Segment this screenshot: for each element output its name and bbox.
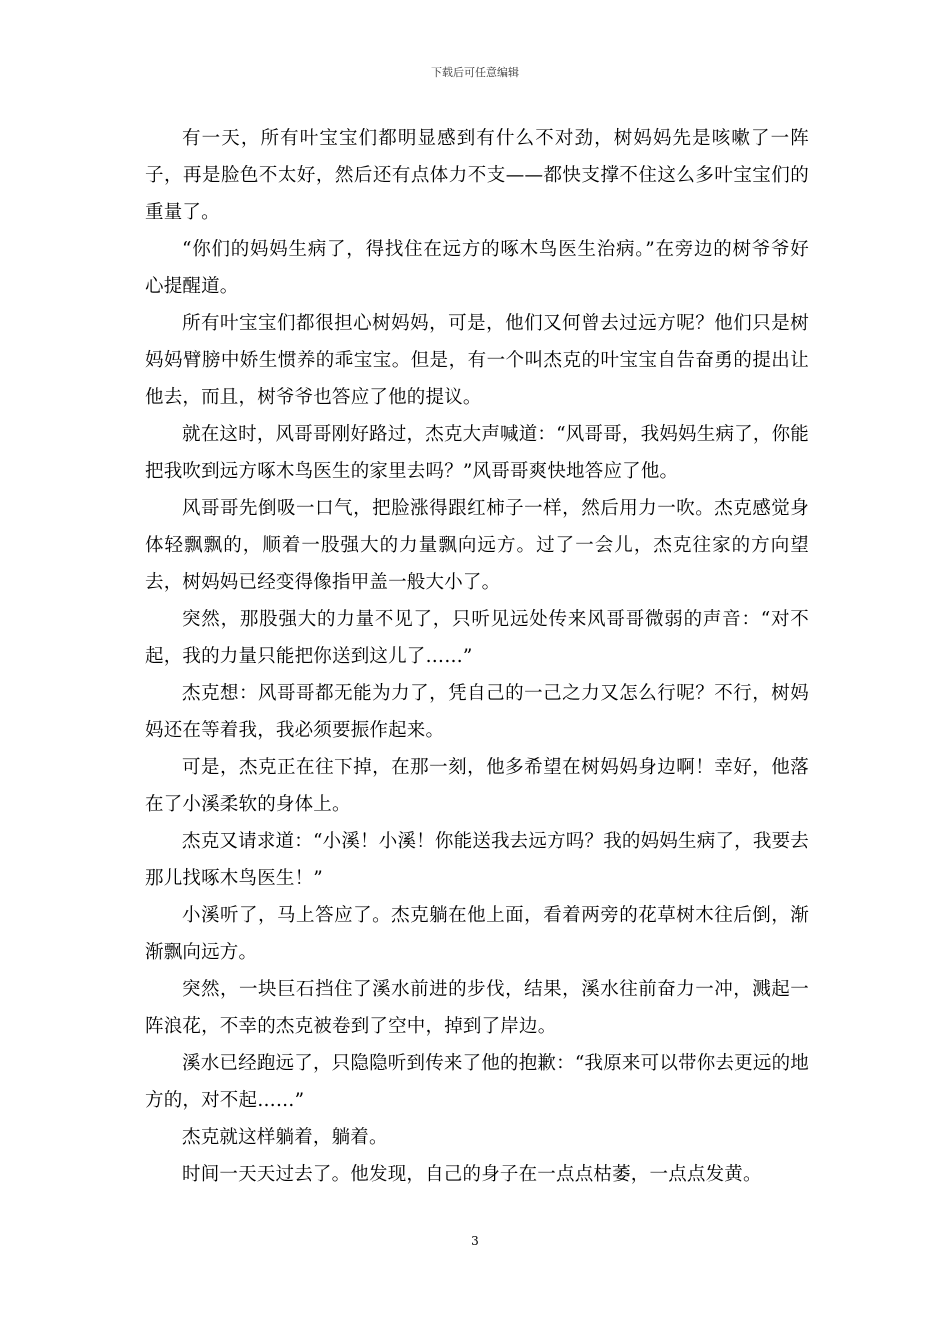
page-number: 3 <box>471 1234 479 1248</box>
paragraph: 有一天，所有叶宝宝们都明显感到有什么不对劲，树妈妈先是咳嗽了一阵子，再是脸色不太好，然后还有点体力不支——都快支撑不住这么多叶宝宝们的重量了。 <box>145 128 809 223</box>
paragraph: 杰克想：风哥哥都无能为力了，凭自己的一己之力又怎么行呢？不行，树妈妈还在等着我，我必须要振作起来。 <box>145 683 809 741</box>
paragraph: 杰克就这样躺着，躺着。 <box>182 1127 388 1148</box>
paragraph: 时间一天天过去了。他发现，自己的身子在一点点枯萎，一点点发黄。 <box>182 1164 762 1185</box>
paragraph: 突然，一块巨石挡住了溪水前进的步伐，结果，溪水往前奋力一冲，溅起一阵浪花，不幸的杰克被卷到了空中，掉到了岸边。 <box>145 979 809 1037</box>
paragraph: 突然，那股强大的力量不见了，只听见远处传来风哥哥微弱的声音：“对不起，我的力量只能把你送到这儿了……” <box>145 609 809 667</box>
paragraph: 杰克又请求道：“小溪！小溪！你能送我去远方吗？我的妈妈生病了，我要去那儿找啄木鸟医生！” <box>145 831 809 889</box>
paragraph: 溪水已经跑远了，只隐隐听到传来了他的抱歉：“我原来可以带你去更远的地方的，对不起……” <box>145 1053 809 1111</box>
paragraph: 就在这时，风哥哥刚好路过，杰克大声喊道：“风哥哥，我妈妈生病了，你能把我吹到远方啄木鸟医生的家里去吗？”风哥哥爽快地答应了他。 <box>145 424 809 482</box>
document-body <box>145 120 809 1193</box>
paragraph: 可是，杰克正在往下掉，在那一刻，他多希望在树妈妈身边啊！幸好，他落在了小溪柔软的身体上。 <box>145 757 809 815</box>
paragraph: 风哥哥先倒吸一口气，把脸涨得跟红柿子一样，然后用力一吹。杰克感觉身体轻飘飘的，顺着一股强大的力量飘向远方。过了一会儿，杰克往家的方向望去，树妈妈已经变得像指甲盖一般大小了。 <box>145 498 809 593</box>
paragraph: 所有叶宝宝们都很担心树妈妈，可是，他们又何曾去过远方呢？他们只是树妈妈臂膀中娇生惯养的乖宝宝。但是，有一个叫杰克的叶宝宝自告奋勇的提出让他去，而且，树爷爷也答应了他的提议。 <box>145 313 809 408</box>
page-header: 下载后可任意编辑 <box>431 66 519 79</box>
paragraph: 小溪听了，马上答应了。杰克躺在他上面，看着两旁的花草树木往后倒，渐渐飘向远方。 <box>145 905 809 963</box>
paragraph: “你们的妈妈生病了，得找住在远方的啄木鸟医生治病。”在旁边的树爷爷好心提醒道。 <box>145 239 809 297</box>
